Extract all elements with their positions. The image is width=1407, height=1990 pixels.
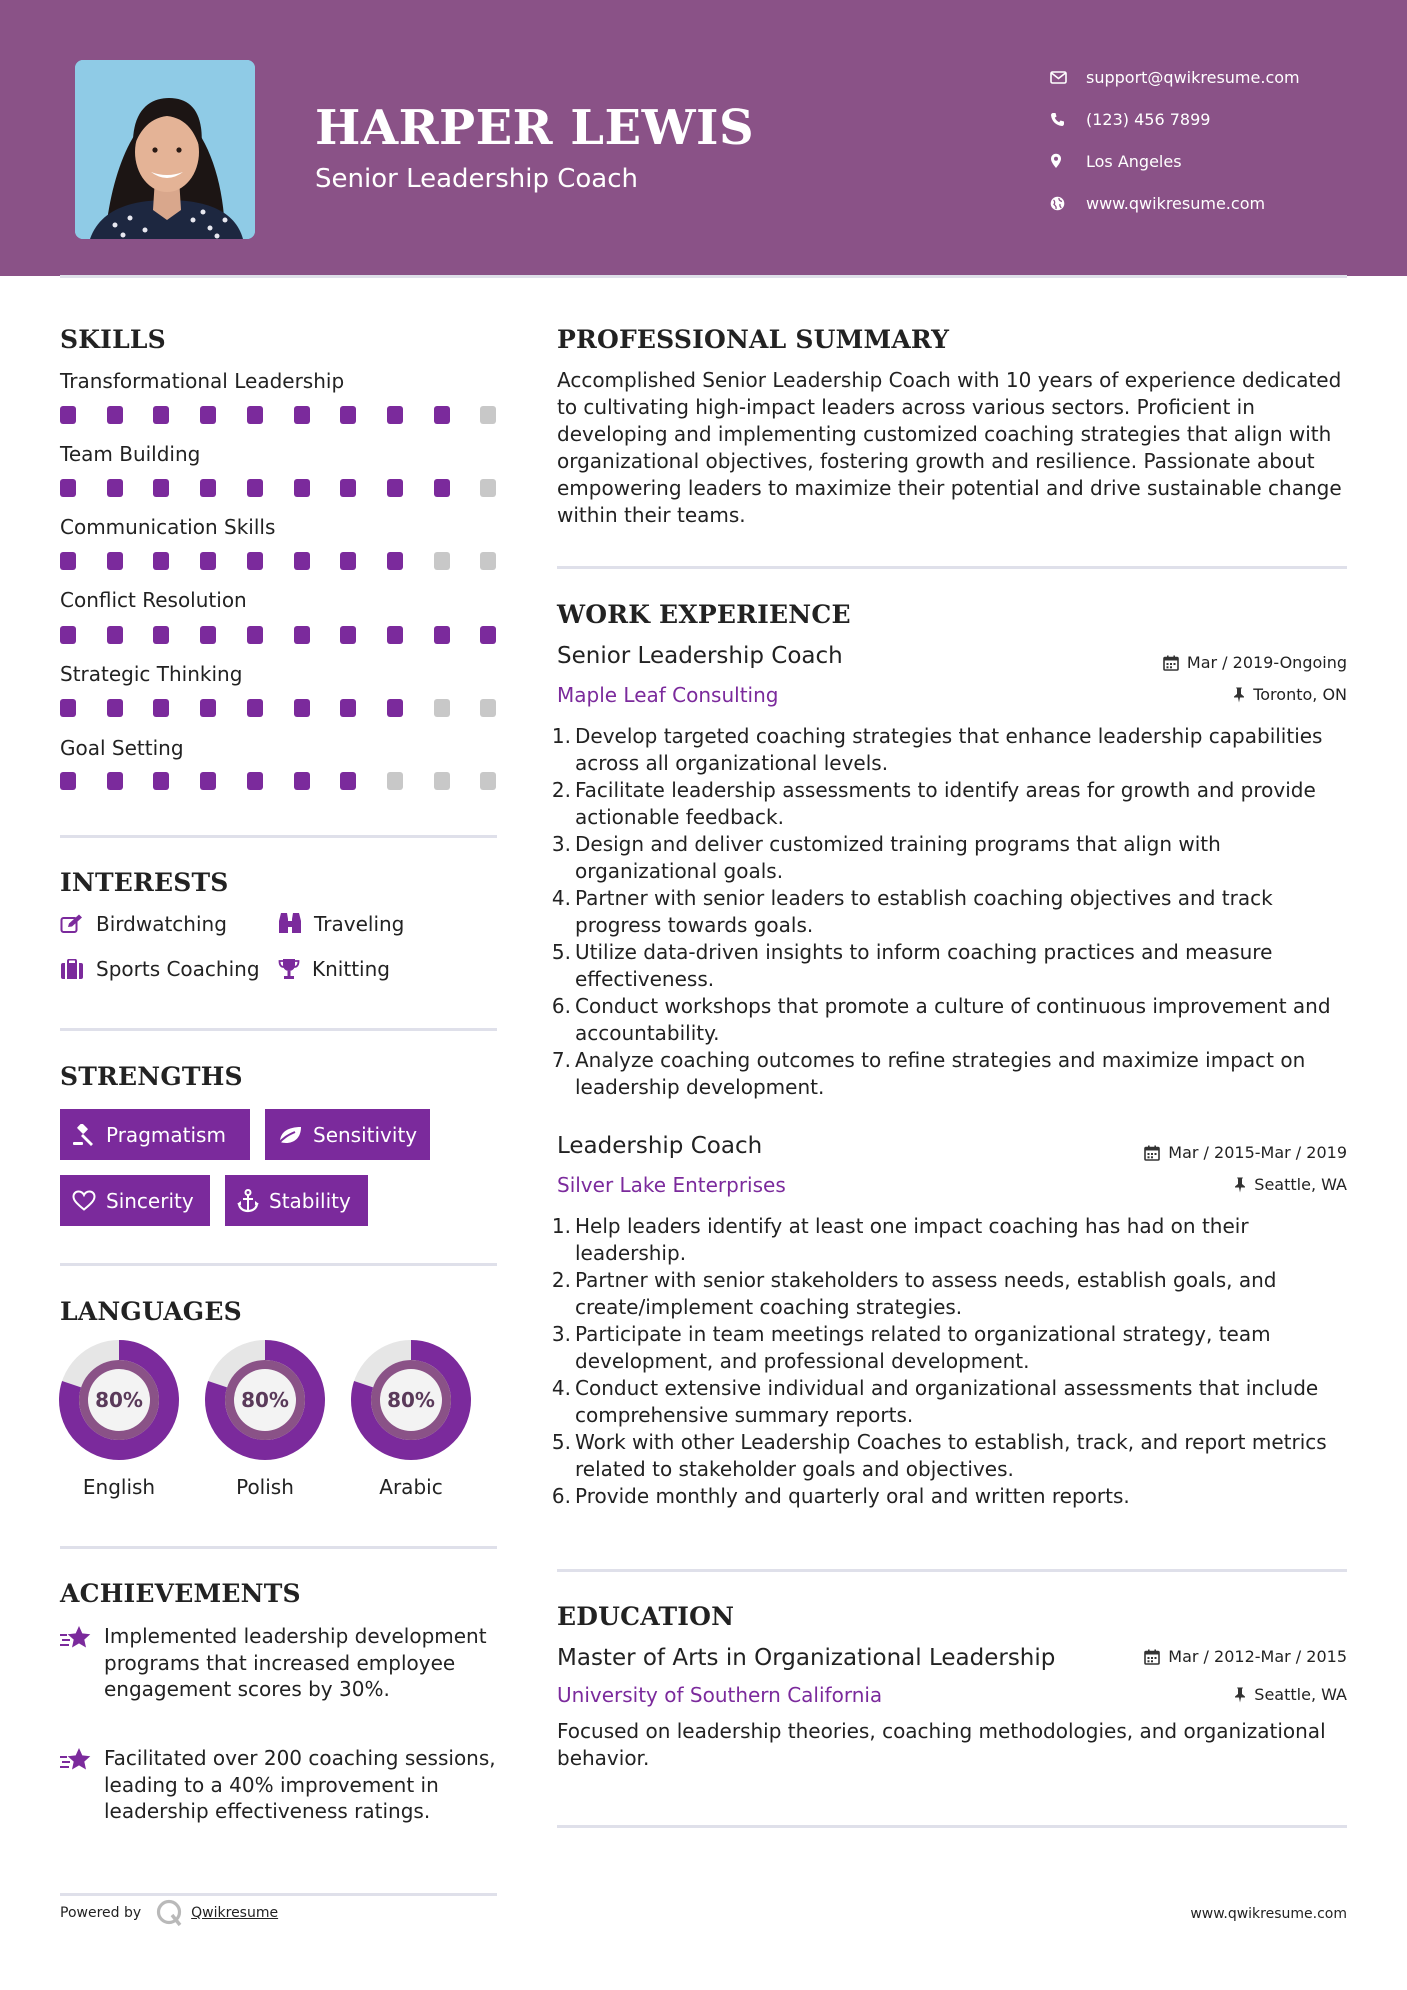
language-name: English [82, 1475, 156, 1499]
education-dates [1144, 1647, 1347, 1666]
gavel-icon [72, 1124, 96, 1146]
skill-dot-filled [247, 626, 263, 644]
list-item: 6. Provide monthly and quarterly oral and written reports. [551, 1484, 1130, 1508]
list-item: 3. Design and deliver customized training programs that align with organizational goals. [551, 832, 1221, 883]
language-percent: 80% [387, 1388, 435, 1412]
header-banner [0, 0, 1407, 276]
skills-heading: SKILLS [60, 325, 166, 354]
skill-dot-empty [480, 406, 496, 424]
binoculars-icon [278, 913, 302, 935]
qwikresume-logo-icon [155, 1898, 185, 1928]
language-ring [204, 1339, 326, 1461]
skill-dot-filled [107, 406, 123, 424]
job-location-text: Toronto, ON [1253, 685, 1347, 704]
strengths-heading: STRENGTHS [60, 1062, 243, 1091]
skill-dot-filled [247, 479, 263, 497]
achievement-item [60, 1623, 500, 1703]
skill-rating [60, 479, 500, 497]
skill-dot-filled [200, 699, 216, 717]
list-item: 1. Develop targeted coaching strategies that enhance leadership capabilities across all organizational levels. [551, 724, 1323, 775]
skill-dot-filled [480, 626, 496, 644]
education-heading: EDUCATION [557, 1602, 735, 1631]
pin-icon [1234, 1177, 1246, 1193]
list-item: 2. Partner with senior stakeholders to assess needs, establish goals, and create/implement coaching strategies. [551, 1268, 1277, 1319]
skill-dot-filled [294, 552, 310, 570]
skill-rating [60, 772, 500, 790]
section-divider [557, 1825, 1347, 1828]
education-dates-text: Mar / 2012-Mar / 2015 [1168, 1647, 1347, 1666]
skill-dot-filled [60, 406, 76, 424]
skill-rating [60, 699, 500, 717]
section-divider [557, 1569, 1347, 1572]
skill-dot-filled [107, 626, 123, 644]
section-divider [557, 566, 1347, 569]
contact-list [1050, 56, 1390, 224]
skill-dot-filled [107, 479, 123, 497]
skill-dot-filled [434, 406, 450, 424]
calendar-icon [1144, 1145, 1160, 1161]
skill-dot-filled [340, 772, 356, 790]
candidate-name: HARPER LEWIS [315, 100, 755, 156]
skill-dot-filled [340, 479, 356, 497]
pin-icon [1234, 1687, 1246, 1703]
list-item: 1. Help leaders identify at least one impact coaching has had on their leadership. [551, 1214, 1249, 1265]
skill-rating [60, 406, 500, 424]
strength-label: Sensitivity [313, 1122, 418, 1147]
contact-phone[interactable] [1050, 98, 1390, 140]
languages-heading: LANGUAGES [60, 1297, 242, 1326]
degree-title: Master of Arts in Organizational Leadership [557, 1645, 1056, 1671]
list-item: 6. Conduct workshops that promote a culture of continuous improvement and accountability. [551, 994, 1331, 1045]
skill-dot-filled [247, 406, 263, 424]
experience-heading: WORK EXPERIENCE [557, 600, 851, 629]
contact-location [1050, 140, 1390, 182]
pin-icon [1233, 687, 1245, 703]
job-dates-text: Mar / 2015-Mar / 2019 [1168, 1143, 1347, 1162]
strength-badge [60, 1109, 250, 1160]
skill-dot-filled [200, 552, 216, 570]
list-item: 5. Work with other Leadership Coaches to establish, track, and report metrics related to stakeholder goals and objectives. [551, 1430, 1327, 1481]
contact-location-text: Los Angeles [1086, 151, 1182, 171]
interest-item [60, 912, 227, 936]
skill-dot-filled [247, 552, 263, 570]
job-dates [1163, 653, 1347, 672]
skill-rating [60, 626, 500, 644]
candidate-title: Senior Leadership Coach [315, 164, 638, 194]
skill-dot-filled [60, 772, 76, 790]
interest-label: Knitting [312, 957, 390, 981]
interest-label: Birdwatching [96, 912, 227, 936]
calendar-icon [1144, 1649, 1160, 1665]
skill-dot-empty [434, 772, 450, 790]
skill-dot-filled [340, 626, 356, 644]
skill-dot-empty [480, 772, 496, 790]
skill-dot-filled [60, 479, 76, 497]
skill-dot-filled [60, 699, 76, 717]
school-name: University of Southern California [557, 1683, 883, 1707]
powered-by-label: Powered by [60, 1905, 142, 1921]
list-item: 4. Conduct extensive individual and organizational assessments that include comprehensive summary reports. [551, 1376, 1319, 1427]
language-name: Polish [236, 1475, 294, 1499]
job-title: Leadership Coach [557, 1133, 763, 1159]
skill-dot-filled [340, 552, 356, 570]
skill-dot-filled [200, 406, 216, 424]
skill-name: Transformational Leadership [60, 369, 345, 393]
company-name: Silver Lake Enterprises [557, 1173, 786, 1197]
job-location-text: Seattle, WA [1254, 1175, 1347, 1194]
job-location [1233, 685, 1347, 704]
skill-name: Team Building [60, 442, 201, 466]
skill-dot-filled [60, 552, 76, 570]
interest-item [60, 957, 260, 981]
skill-name: Conflict Resolution [60, 588, 247, 612]
skill-dot-empty [480, 479, 496, 497]
skill-dot-filled [153, 479, 169, 497]
job-dates [1144, 1143, 1347, 1162]
skill-dot-empty [387, 772, 403, 790]
job-location [1234, 1175, 1347, 1194]
job-bullets [551, 1213, 1357, 1510]
skill-name: Strategic Thinking [60, 662, 243, 686]
skill-dot-filled [200, 479, 216, 497]
job-title: Senior Leadership Coach [557, 643, 843, 669]
section-divider [60, 1263, 497, 1266]
strength-label: Pragmatism [106, 1122, 226, 1147]
language-ring [350, 1339, 472, 1461]
strength-label: Sincerity [106, 1188, 194, 1213]
skill-dot-filled [153, 552, 169, 570]
skill-name: Communication Skills [60, 515, 276, 539]
language-percent: 80% [241, 1388, 289, 1412]
skill-dot-filled [387, 552, 403, 570]
list-item: 3. Participate in team meetings related to organizational strategy, team development, and professional development. [551, 1322, 1271, 1373]
skill-dot-filled [107, 699, 123, 717]
skill-dot-empty [480, 552, 496, 570]
envelope-icon [1050, 71, 1067, 84]
skill-dot-filled [153, 772, 169, 790]
job-dates-text: Mar / 2019-Ongoing [1186, 653, 1347, 672]
achievement-text: Facilitated over 200 coaching sessions, leading to a 40% improvement in leadership effectiveness ratings. [104, 1746, 496, 1823]
job-bullets [551, 723, 1357, 1101]
heart-icon [72, 1190, 96, 1211]
phone-icon [1050, 112, 1065, 127]
summary-heading: PROFESSIONAL SUMMARY [557, 325, 950, 354]
section-divider [60, 835, 497, 838]
globe-icon [1050, 196, 1065, 211]
skill-dot-filled [387, 479, 403, 497]
strength-label: Stability [269, 1188, 351, 1213]
contact-phone-text: (123) 456 7899 [1086, 109, 1211, 129]
footer-powered-by [60, 1898, 278, 1928]
contact-email[interactable] [1050, 56, 1390, 98]
skill-dot-filled [340, 406, 356, 424]
profile-photo [75, 60, 255, 239]
interests-heading: INTERESTS [60, 868, 229, 897]
education-location-text: Seattle, WA [1254, 1685, 1347, 1704]
skill-dot-filled [434, 479, 450, 497]
skill-dot-filled [60, 626, 76, 644]
calendar-icon [1163, 655, 1179, 671]
list-item: 2. Facilitate leadership assessments to identify areas for growth and provide actionable feedback. [551, 778, 1316, 829]
skill-dot-filled [247, 699, 263, 717]
skill-dot-empty [480, 699, 496, 717]
skill-dot-filled [153, 699, 169, 717]
achievements-heading: ACHIEVEMENTS [60, 1579, 301, 1608]
skill-dot-filled [153, 626, 169, 644]
footer-website[interactable]: www.qwikresume.com [1190, 1906, 1347, 1922]
suitcase-icon [60, 959, 84, 979]
qwikresume-link[interactable]: Qwikresume [191, 1905, 279, 1921]
skill-dot-filled [107, 772, 123, 790]
skill-dot-filled [294, 772, 310, 790]
skill-dot-empty [434, 699, 450, 717]
language-ring [58, 1339, 180, 1461]
skill-dot-filled [294, 406, 310, 424]
list-item: 5. Utilize data-driven insights to inform coaching practices and measure effectiveness. [551, 940, 1273, 991]
section-divider [60, 1028, 497, 1031]
list-item: 4. Partner with senior leaders to establish coaching objectives and track progress towards goals. [551, 886, 1273, 937]
anchor-icon [237, 1189, 259, 1213]
strength-badge [265, 1109, 430, 1160]
language-percent: 80% [95, 1388, 143, 1412]
skill-dot-filled [200, 626, 216, 644]
section-divider [60, 1893, 497, 1896]
skill-dot-filled [294, 626, 310, 644]
achievement-text: Implemented leadership development programs that increased employee engagement scores by 30%. [104, 1624, 487, 1701]
interest-item [278, 957, 390, 981]
skill-dot-empty [434, 552, 450, 570]
strength-badge [225, 1175, 368, 1226]
star-icon [60, 1625, 92, 1651]
skill-dot-filled [340, 699, 356, 717]
education-location [1234, 1685, 1347, 1704]
skill-dot-filled [153, 406, 169, 424]
contact-website-text: www.qwikresume.com [1086, 193, 1266, 213]
star-icon [60, 1747, 92, 1773]
skill-dot-filled [200, 772, 216, 790]
skill-name: Goal Setting [60, 736, 184, 760]
company-name: Maple Leaf Consulting [557, 683, 779, 707]
contact-website[interactable] [1050, 182, 1390, 224]
skill-dot-filled [434, 626, 450, 644]
section-divider [60, 1546, 497, 1549]
achievement-item [60, 1745, 500, 1825]
edit-icon [60, 914, 84, 934]
strength-badge [60, 1175, 210, 1226]
interest-item [278, 912, 404, 936]
skill-dot-filled [294, 699, 310, 717]
interest-label: Traveling [314, 912, 405, 936]
summary-text: Accomplished Senior Leadership Coach with 10 years of experience dedicated to cultivating high-impact leaders across various sectors. Proficient in developing and implementing customized coaching strategies that align with organizational objectives, fostering growth and resilience. Passionate about empowering leaders to maximize their potential and drive sustainable change within their teams. [557, 368, 1342, 527]
language-name: Arabic [379, 1475, 443, 1499]
trophy-icon [278, 958, 300, 980]
skill-dot-filled [294, 479, 310, 497]
list-item: 7. Analyze coaching outcomes to refine strategies and maximize impact on leadership development. [551, 1048, 1306, 1099]
skill-dot-filled [387, 699, 403, 717]
skill-dot-filled [387, 406, 403, 424]
skill-dot-filled [387, 626, 403, 644]
skill-rating [60, 552, 500, 570]
leaf-icon [277, 1125, 303, 1145]
interest-label: Sports Coaching [96, 957, 260, 981]
skill-dot-filled [247, 772, 263, 790]
map-pin-icon [1050, 153, 1062, 169]
education-description: Focused on leadership theories, coaching methodologies, and organizational behavior. [557, 1719, 1326, 1770]
skill-dot-filled [107, 552, 123, 570]
contact-email-text: support@qwikresume.com [1086, 67, 1300, 87]
header-divider [60, 275, 1347, 278]
